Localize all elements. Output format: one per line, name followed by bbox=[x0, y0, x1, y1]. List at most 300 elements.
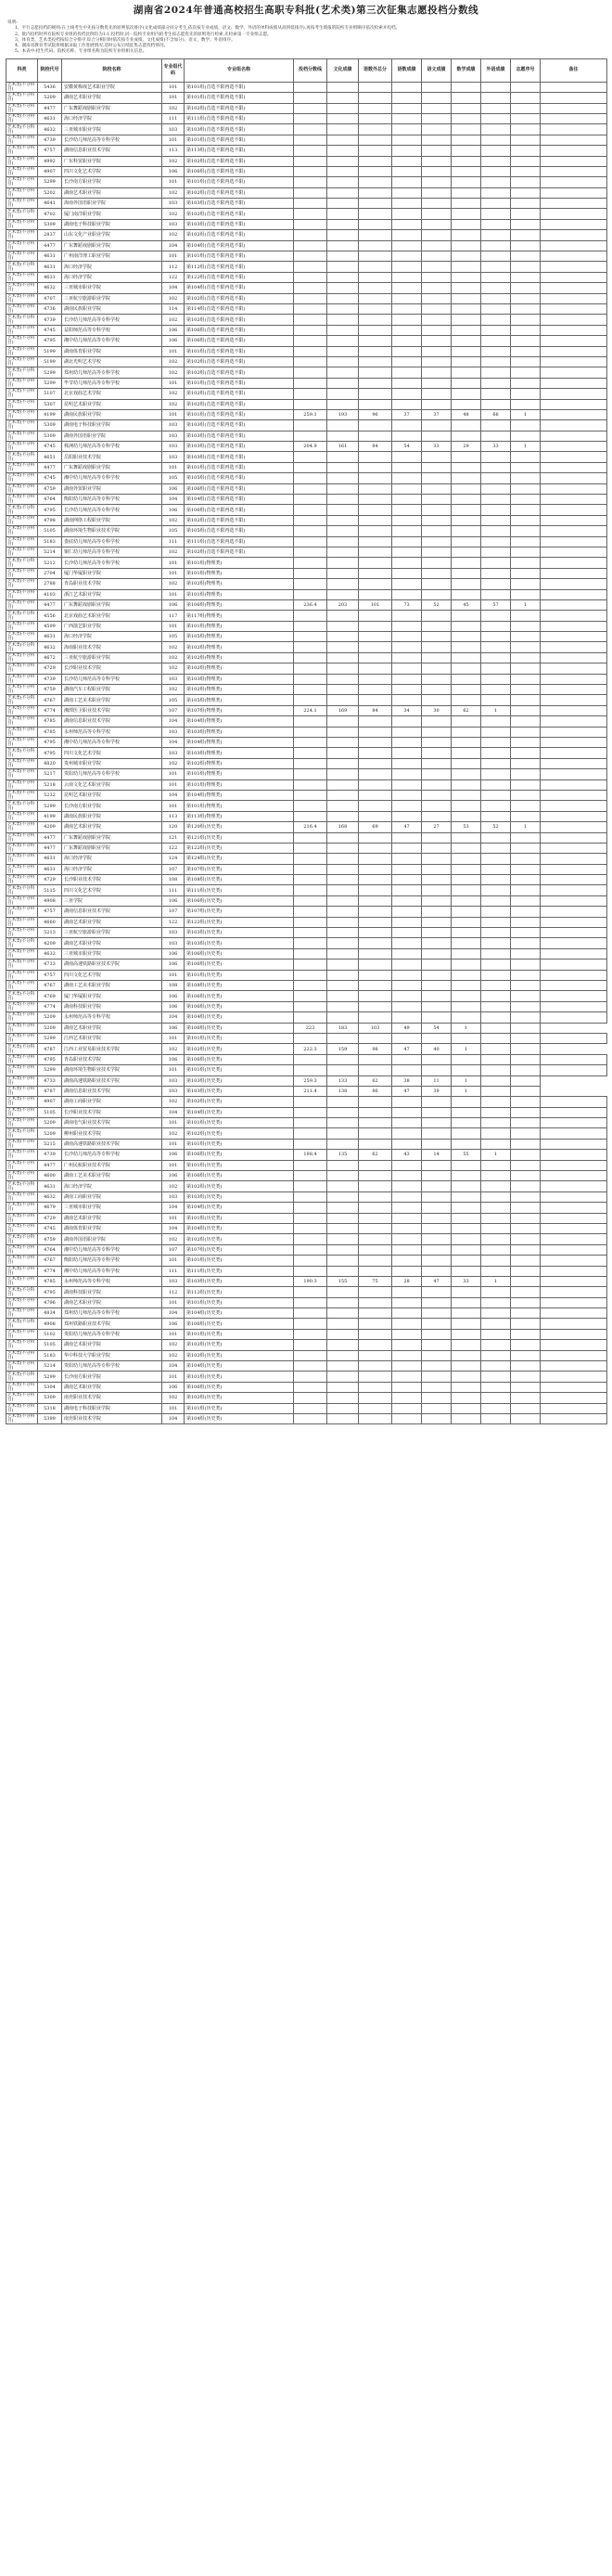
cell-cnm-total bbox=[359, 483, 392, 494]
cell-school-code: 4739 bbox=[38, 135, 62, 145]
cell-foreign bbox=[481, 758, 511, 768]
table-row bbox=[6, 135, 607, 145]
cell-culture-score bbox=[327, 621, 359, 631]
table-row bbox=[6, 621, 607, 631]
cell-chinese: 27 bbox=[422, 822, 452, 832]
cell-choice-no bbox=[511, 928, 541, 938]
cell-school-code: 5299 bbox=[38, 1372, 62, 1382]
cell-choice-no bbox=[511, 315, 541, 325]
cell-cn-math bbox=[392, 199, 422, 209]
cell-foreign bbox=[481, 146, 511, 156]
cell-chinese bbox=[422, 948, 452, 959]
cell-choice-no bbox=[511, 738, 541, 748]
cell-cnm-total bbox=[359, 1329, 392, 1339]
cell-school-name: 湖南艺术职业学院 bbox=[62, 917, 162, 927]
cell-remark bbox=[541, 1097, 607, 1107]
cell-category: 艺术类(不分科目) bbox=[6, 843, 38, 853]
cell-group-code: 122 bbox=[162, 843, 185, 853]
cell-foreign bbox=[481, 199, 511, 209]
cell-culture-score bbox=[327, 483, 359, 494]
cell-category: 艺术类(不分科目) bbox=[6, 93, 38, 103]
table-row bbox=[6, 1139, 607, 1149]
table-row bbox=[6, 779, 607, 790]
cell-group-code: 106 bbox=[162, 1171, 185, 1181]
cell-cnm-total bbox=[359, 336, 392, 346]
table-row bbox=[6, 790, 607, 800]
cell-culture-score bbox=[327, 495, 359, 505]
cell-choice-no bbox=[511, 685, 541, 695]
cell-cnm-total bbox=[359, 495, 392, 505]
cell-remark bbox=[541, 960, 607, 970]
cell-math bbox=[452, 82, 481, 92]
cell-category: 艺术类(不分科目) bbox=[6, 938, 38, 948]
cell-culture-score bbox=[327, 146, 359, 156]
cell-math bbox=[452, 1414, 481, 1424]
cell-culture-score bbox=[327, 895, 359, 906]
cell-school-code: 2704 bbox=[38, 568, 62, 578]
cell-category: 艺术类(不分科目) bbox=[6, 727, 38, 737]
cell-category: 艺术类(不分科目) bbox=[6, 621, 38, 631]
cell-cn-math bbox=[392, 1033, 422, 1043]
cell-chinese bbox=[422, 1361, 452, 1372]
cell-remark bbox=[541, 495, 607, 505]
cell-school-code: 5105 bbox=[38, 526, 62, 536]
cell-math bbox=[452, 1097, 481, 1107]
cell-group-code: 122 bbox=[162, 272, 185, 282]
cell-group-name: 第105组(物理类) bbox=[185, 695, 294, 705]
cell-group-code: 106 bbox=[162, 599, 185, 610]
cell-school-code: 4764 bbox=[38, 1244, 62, 1255]
cell-culture-score bbox=[327, 1297, 359, 1307]
cell-category: 艺术类(不分科目) bbox=[6, 1350, 38, 1360]
cell-remark bbox=[541, 473, 607, 483]
cell-school-name: 长沙南方职业学院 bbox=[62, 801, 162, 811]
cell-foreign bbox=[481, 769, 511, 779]
cell-school-name: 安徽黄梅戏艺术职业学院 bbox=[62, 82, 162, 92]
note-item: 1、平行志愿投档的规则:在上线考生中先按分数优先的原则依次排序(文化成绩部分同分考生,依次按专业成绩、语文、数学、外语的单科成绩从高到低排序),再按考生填报的院校专业组顺序依次检索并投档。 bbox=[15, 26, 401, 32]
cell-category: 艺术类(不分科目) bbox=[6, 1118, 38, 1128]
cell-culture-score bbox=[327, 642, 359, 652]
cell-cn-math bbox=[392, 251, 422, 262]
cell-cutoff-score bbox=[294, 315, 327, 325]
table-row bbox=[6, 1054, 607, 1064]
table-row bbox=[6, 938, 607, 948]
cell-school-name: 广东舞蹈戏剧职业学院 bbox=[62, 103, 162, 113]
cell-category: 艺术类(不分科目) bbox=[6, 885, 38, 895]
cell-chinese bbox=[422, 1160, 452, 1170]
cell-chinese bbox=[422, 462, 452, 472]
cell-foreign bbox=[481, 685, 511, 695]
cell-school-name: 湖南工艺美术职业学院 bbox=[62, 980, 162, 990]
cell-school-code: 5199 bbox=[38, 356, 62, 367]
cell-chinese bbox=[422, 801, 452, 811]
cell-culture-score bbox=[327, 1266, 359, 1276]
cell-cn-math bbox=[392, 907, 422, 917]
cell-category: 艺术类(不分科目) bbox=[6, 336, 38, 346]
cell-cnm-total: 62 bbox=[359, 1150, 392, 1160]
table-row bbox=[6, 399, 607, 409]
cell-school-name: 广东舞蹈戏剧职业学院 bbox=[62, 462, 162, 472]
cell-choice-no bbox=[511, 1065, 541, 1075]
cell-cutoff-score bbox=[294, 790, 327, 800]
cell-category: 艺术类(不分科目) bbox=[6, 1086, 38, 1096]
cell-group-name: 第101组(历史类) bbox=[185, 1118, 294, 1128]
cell-school-code: 5105 bbox=[38, 1107, 62, 1117]
cell-school-name: 三亚城市职业学院 bbox=[62, 124, 162, 135]
table-row bbox=[6, 93, 607, 103]
table-row bbox=[6, 558, 607, 568]
cell-foreign bbox=[481, 1203, 511, 1213]
cell-group-code: 106 bbox=[162, 1001, 185, 1011]
cell-chinese bbox=[422, 727, 452, 737]
cell-choice-no bbox=[511, 579, 541, 589]
cell-remark bbox=[541, 1319, 607, 1329]
table-row bbox=[6, 356, 607, 367]
cell-choice-no bbox=[511, 1329, 541, 1339]
cell-cutoff-score: 224.1 bbox=[294, 705, 327, 715]
cell-school-name: 湖南科技职业学院 bbox=[62, 1287, 162, 1297]
cell-group-code: 111 bbox=[162, 885, 185, 895]
cell-choice-no bbox=[511, 495, 541, 505]
cell-group-name: 第101组(历史类) bbox=[185, 1403, 294, 1413]
cell-school-code: 4631 bbox=[38, 113, 62, 123]
cell-culture-score bbox=[327, 1139, 359, 1149]
cell-math: 45 bbox=[452, 599, 481, 610]
cell-school-code: 4757 bbox=[38, 907, 62, 917]
cell-cn-math bbox=[392, 1266, 422, 1276]
cell-cutoff-score bbox=[294, 1308, 327, 1319]
cell-group-code: 101 bbox=[162, 1297, 185, 1307]
cell-math bbox=[452, 325, 481, 335]
cell-category: 艺术类(不分科目) bbox=[6, 346, 38, 356]
cell-cnm-total bbox=[359, 1308, 392, 1319]
cell-cn-math bbox=[392, 135, 422, 145]
cell-culture-score bbox=[327, 1350, 359, 1360]
cell-category: 艺术类(不分科目) bbox=[6, 589, 38, 599]
cell-school-name: 贵阳幼儿师范高等专科学校 bbox=[62, 1329, 162, 1339]
cell-culture-score bbox=[327, 801, 359, 811]
cell-category: 艺术类(不分科目) bbox=[6, 462, 38, 472]
cell-school-name: 三亚城市职业学院 bbox=[62, 283, 162, 293]
cell-foreign bbox=[481, 1403, 511, 1413]
cell-cn-math bbox=[392, 452, 422, 462]
cell-category: 艺术类(不分科目) bbox=[6, 948, 38, 959]
cell-foreign bbox=[481, 346, 511, 356]
cell-culture-score bbox=[327, 315, 359, 325]
cell-chinese bbox=[422, 420, 452, 431]
cell-culture-score bbox=[327, 1171, 359, 1181]
cell-foreign bbox=[481, 1266, 511, 1276]
cell-school-name: 湖南环境生物职业技术学院 bbox=[62, 1065, 162, 1075]
cell-choice-no bbox=[511, 293, 541, 303]
cell-cnm-total bbox=[359, 801, 392, 811]
cell-foreign: 57 bbox=[481, 599, 511, 610]
cell-cn-math bbox=[392, 399, 422, 409]
cell-group-name: 第106组(物理类) bbox=[185, 599, 294, 610]
cell-cnm-total: 98 bbox=[359, 1044, 392, 1054]
cell-cn-math bbox=[392, 1340, 422, 1350]
cell-school-code: 4739 bbox=[38, 674, 62, 684]
cell-culture-score bbox=[327, 1107, 359, 1117]
cell-foreign bbox=[481, 875, 511, 885]
cell-group-code: 102 bbox=[162, 642, 185, 652]
cell-group-name: 第113组(首选不限再选不限) bbox=[185, 146, 294, 156]
cell-foreign bbox=[481, 356, 511, 367]
document-page bbox=[6, 4, 606, 2569]
cell-school-code: 4631 bbox=[38, 262, 62, 272]
cell-school-name: 长沙南方职业学院 bbox=[62, 1372, 162, 1382]
cell-group-name: 第112组(历史类) bbox=[185, 1287, 294, 1297]
cell-cn-math bbox=[392, 1297, 422, 1307]
cell-foreign bbox=[481, 1361, 511, 1372]
cell-foreign bbox=[481, 1191, 511, 1202]
cell-culture-score bbox=[327, 663, 359, 674]
cell-chinese bbox=[422, 716, 452, 727]
cell-school-name: 郑州幼儿师范高等专科学校 bbox=[62, 1308, 162, 1319]
cell-cutoff-score bbox=[294, 769, 327, 779]
cell-cn-math bbox=[392, 1213, 422, 1223]
cell-category: 艺术类(不分科目) bbox=[6, 399, 38, 409]
cell-school-name: 娄底幼儿师范高等专科学校 bbox=[62, 536, 162, 547]
table-row bbox=[6, 272, 607, 282]
cell-group-name: 第102组(物理类) bbox=[185, 685, 294, 695]
cell-category: 艺术类(不分科目) bbox=[6, 315, 38, 325]
cell-cnm-total bbox=[359, 135, 392, 145]
cell-school-code: 4795 bbox=[38, 748, 62, 758]
cell-school-name: 广东舞蹈戏剧职业学院 bbox=[62, 599, 162, 610]
cell-chinese bbox=[422, 568, 452, 578]
cell-school-code: 4759 bbox=[38, 1234, 62, 1244]
cell-cnm-total: 69 bbox=[359, 822, 392, 832]
cell-math bbox=[452, 568, 481, 578]
cell-group-name: 第102组(首选不限再选不限) bbox=[185, 156, 294, 166]
cell-chinese bbox=[422, 272, 452, 282]
table-row bbox=[6, 1276, 607, 1286]
cell-foreign bbox=[481, 166, 511, 176]
cell-cnm-total bbox=[359, 399, 392, 409]
cell-chinese bbox=[422, 315, 452, 325]
cell-remark bbox=[541, 1403, 607, 1413]
cell-chinese bbox=[422, 758, 452, 768]
cell-school-code: 4632 bbox=[38, 1191, 62, 1202]
cell-group-name: 第103组(物理类) bbox=[185, 727, 294, 737]
cell-chinese bbox=[422, 303, 452, 314]
cell-math bbox=[452, 1297, 481, 1307]
cell-remark bbox=[541, 356, 607, 367]
cell-cn-math bbox=[392, 1065, 422, 1075]
cell-chinese bbox=[422, 515, 452, 525]
cell-school-name: 海口经济学院 bbox=[62, 864, 162, 874]
cell-school-name: 三亚航空旅游职业学院 bbox=[62, 652, 162, 663]
cell-group-name: 第101组(历史类) bbox=[185, 970, 294, 980]
cell-cutoff-score: 222.3 bbox=[294, 1044, 327, 1054]
cell-cnm-total bbox=[359, 843, 392, 853]
cell-math bbox=[452, 1393, 481, 1403]
cell-foreign bbox=[481, 1372, 511, 1382]
cell-category: 艺术类(不分科目) bbox=[6, 1223, 38, 1233]
cell-group-code: 101 bbox=[162, 801, 185, 811]
cell-culture-score bbox=[327, 515, 359, 525]
cell-school-code: 4907 bbox=[38, 166, 62, 176]
cell-cn-math bbox=[392, 82, 422, 92]
cell-choice-no bbox=[511, 801, 541, 811]
cell-remark bbox=[541, 970, 607, 980]
cell-remark bbox=[541, 822, 607, 832]
cell-school-code: 4477 bbox=[38, 462, 62, 472]
cell-foreign bbox=[481, 230, 511, 240]
table-row bbox=[6, 303, 607, 314]
cell-school-name: 湖南艺术职业学院 bbox=[62, 93, 162, 103]
cell-cnm-total bbox=[359, 875, 392, 885]
cell-school-name: 厦门华厦职业学院 bbox=[62, 991, 162, 1001]
cell-choice-no bbox=[511, 875, 541, 885]
cell-group-code: 101 bbox=[162, 1065, 185, 1075]
cell-foreign: 1 bbox=[481, 1276, 511, 1286]
table-row bbox=[6, 1075, 607, 1086]
cell-school-code: 5105 bbox=[38, 1340, 62, 1350]
cell-cnm-total bbox=[359, 716, 392, 727]
cell-group-code: 101 bbox=[162, 970, 185, 980]
cell-choice-no bbox=[511, 505, 541, 515]
cell-foreign: 1 bbox=[481, 705, 511, 715]
cell-cutoff-score: 223 bbox=[294, 1023, 327, 1033]
cell-group-code: 104 bbox=[162, 790, 185, 800]
cell-chinese bbox=[422, 632, 452, 642]
cell-school-code: 2788 bbox=[38, 579, 62, 589]
cell-choice-no: 1 bbox=[511, 409, 541, 419]
cell-category: 艺术类(不分科目) bbox=[6, 230, 38, 240]
cell-chinese bbox=[422, 346, 452, 356]
cell-group-code: 104 bbox=[162, 738, 185, 748]
cell-culture-score bbox=[327, 473, 359, 483]
cell-cutoff-score bbox=[294, 652, 327, 663]
cell-school-code: 4795 bbox=[38, 336, 62, 346]
cell-chinese bbox=[422, 1234, 452, 1244]
cell-math: 53 bbox=[452, 822, 481, 832]
cell-remark bbox=[541, 1382, 607, 1392]
cell-cutoff-score bbox=[294, 1128, 327, 1139]
cell-culture-score bbox=[327, 378, 359, 388]
cell-math bbox=[452, 315, 481, 325]
cell-group-name: 第103组(历史类) bbox=[185, 938, 294, 948]
cell-group-name: 第101组(首选不限再选不限) bbox=[185, 462, 294, 472]
cell-math bbox=[452, 547, 481, 557]
cell-choice-no bbox=[511, 790, 541, 800]
cell-remark bbox=[541, 272, 607, 282]
cell-group-code: 102 bbox=[162, 209, 185, 219]
cell-cn-math bbox=[392, 272, 422, 282]
cell-cutoff-score bbox=[294, 505, 327, 515]
cell-chinese: 54 bbox=[422, 1023, 452, 1033]
cell-cutoff-score bbox=[294, 811, 327, 821]
cell-category: 艺术类(不分科目) bbox=[6, 1234, 38, 1244]
cell-category: 艺术类(不分科目) bbox=[6, 1023, 38, 1033]
cell-school-name: 三亚城市职业学院 bbox=[62, 948, 162, 959]
cell-chinese bbox=[422, 875, 452, 885]
cell-school-code: 5215 bbox=[38, 1139, 62, 1149]
cell-school-code: 4209 bbox=[38, 822, 62, 832]
cell-cn-math bbox=[392, 864, 422, 874]
cell-chinese bbox=[422, 1297, 452, 1307]
cell-culture-score bbox=[327, 166, 359, 176]
cell-school-code: 5299 bbox=[38, 801, 62, 811]
cell-foreign bbox=[481, 854, 511, 864]
cell-foreign bbox=[481, 1065, 511, 1075]
col-header: 院校名称 bbox=[62, 58, 162, 82]
cell-foreign bbox=[481, 1350, 511, 1360]
cell-category: 艺术类(不分科目) bbox=[6, 452, 38, 462]
cell-group-code: 102 bbox=[162, 515, 185, 525]
table-row bbox=[6, 1065, 607, 1075]
cell-category: 艺术类(不分科目) bbox=[6, 240, 38, 251]
cell-culture-score bbox=[327, 262, 359, 272]
cell-remark bbox=[541, 177, 607, 187]
cell-choice-no bbox=[511, 1044, 541, 1054]
cell-math bbox=[452, 367, 481, 378]
cell-cnm-total bbox=[359, 1234, 392, 1244]
cell-foreign bbox=[481, 1287, 511, 1297]
cell-chinese bbox=[422, 854, 452, 864]
cell-cn-math bbox=[392, 93, 422, 103]
cell-culture-score bbox=[327, 843, 359, 853]
cell-school-code: 4477 bbox=[38, 843, 62, 853]
cell-cutoff-score bbox=[294, 367, 327, 378]
cell-choice-no bbox=[511, 336, 541, 346]
cell-cn-math bbox=[392, 367, 422, 378]
cell-chinese bbox=[422, 748, 452, 758]
cell-foreign bbox=[481, 473, 511, 483]
table-row bbox=[6, 187, 607, 198]
cell-category: 艺术类(不分科目) bbox=[6, 420, 38, 431]
table-row bbox=[6, 156, 607, 166]
cell-school-code: 4209 bbox=[38, 938, 62, 948]
cell-remark bbox=[541, 82, 607, 92]
cell-school-name: 湖南信息职业技术学院 bbox=[62, 907, 162, 917]
cell-category: 艺术类(不分科目) bbox=[6, 124, 38, 135]
cell-cn-math bbox=[392, 124, 422, 135]
cell-cn-math bbox=[392, 748, 422, 758]
table-row bbox=[6, 611, 607, 621]
cell-cutoff-score bbox=[294, 399, 327, 409]
cell-remark bbox=[541, 1308, 607, 1319]
table-row bbox=[6, 1287, 607, 1297]
cell-group-code: 102 bbox=[162, 579, 185, 589]
cell-school-name: 株洲幼儿师范高等专科学校 bbox=[62, 442, 162, 452]
cell-cnm-total bbox=[359, 1097, 392, 1107]
cell-chinese bbox=[422, 367, 452, 378]
cell-cutoff-score bbox=[294, 568, 327, 578]
cell-culture-score bbox=[327, 558, 359, 568]
cell-remark bbox=[541, 187, 607, 198]
cell-group-code: 102 bbox=[162, 1350, 185, 1360]
cell-culture-score bbox=[327, 685, 359, 695]
cell-group-name: 第101组(历史类) bbox=[185, 1297, 294, 1307]
cell-remark bbox=[541, 462, 607, 472]
cell-category: 艺术类(不分科目) bbox=[6, 1340, 38, 1350]
cell-culture-score bbox=[327, 505, 359, 515]
cell-cn-math bbox=[392, 166, 422, 176]
cell-category: 艺术类(不分科目) bbox=[6, 991, 38, 1001]
cell-cnm-total bbox=[359, 738, 392, 748]
cell-group-name: 第101组(物理类) bbox=[185, 779, 294, 790]
cell-culture-score bbox=[327, 1065, 359, 1075]
cell-category: 艺术类(不分科目) bbox=[6, 389, 38, 399]
table-row bbox=[6, 980, 607, 990]
table-row bbox=[6, 1160, 607, 1170]
cell-foreign bbox=[481, 135, 511, 145]
cell-culture-score: 138 bbox=[327, 1086, 359, 1096]
cell-cutoff-score bbox=[294, 579, 327, 589]
